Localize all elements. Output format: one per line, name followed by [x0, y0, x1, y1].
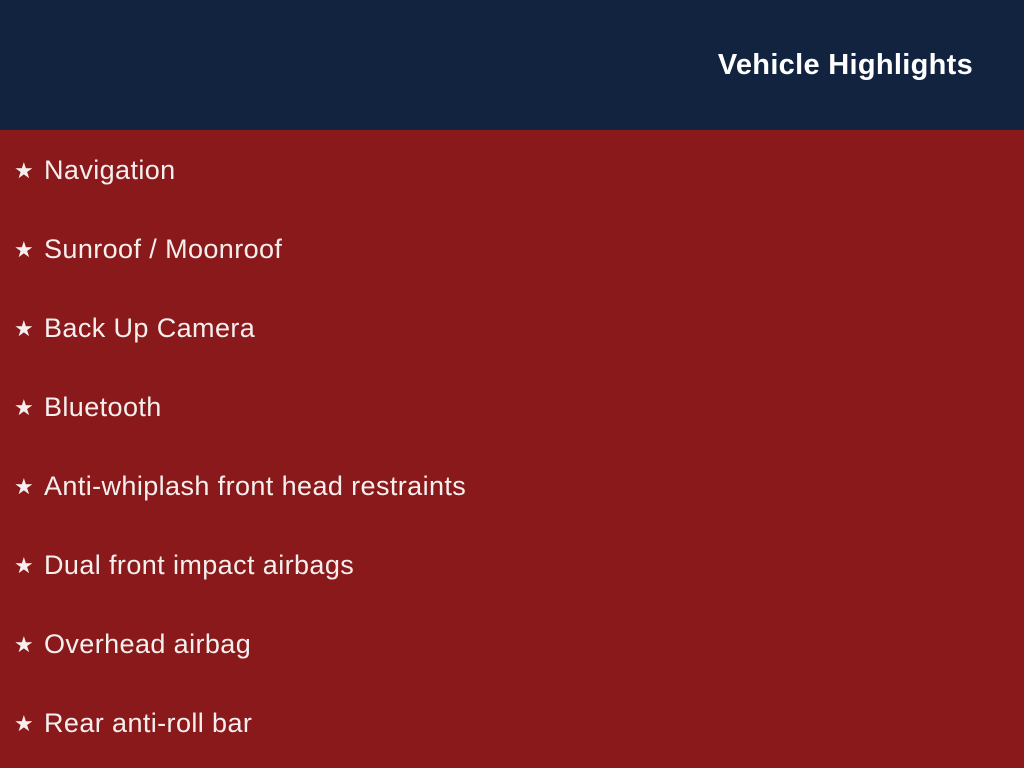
page-title: Vehicle Highlights [717, 48, 973, 81]
star-bullet-icon: ★ [14, 236, 34, 262]
list-item-label: Anti-whiplash front head restraints [44, 471, 467, 501]
list-item-label: Navigation [44, 155, 176, 185]
star-bullet-icon: ★ [14, 473, 34, 499]
star-bullet-icon: ★ [14, 315, 34, 341]
list-item-label: Dual front impact airbags [44, 550, 355, 580]
list-item [0, 210, 1024, 289]
list-item [0, 526, 1024, 605]
star-bullet-icon: ★ [14, 631, 34, 657]
list-item-label: Sunroof / Moonroof [44, 234, 283, 264]
list-item [0, 368, 1024, 447]
star-bullet-icon: ★ [14, 710, 34, 736]
star-bullet-icon: ★ [14, 552, 34, 578]
list-item-label: Rear anti-roll bar [44, 708, 253, 738]
list-item-label: Bluetooth [44, 392, 162, 422]
list-item-label: Overhead airbag [44, 629, 252, 659]
star-bullet-icon: ★ [14, 394, 34, 420]
list-item [0, 605, 1024, 684]
star-bullet-icon: ★ [14, 157, 34, 183]
list-item [0, 684, 1024, 763]
list-item [0, 131, 1024, 210]
highlights-list [0, 130, 1024, 768]
list-item [0, 289, 1024, 368]
slide-header [0, 0, 1024, 130]
list-item [0, 447, 1024, 526]
list-item-label: Back Up Camera [44, 313, 256, 343]
